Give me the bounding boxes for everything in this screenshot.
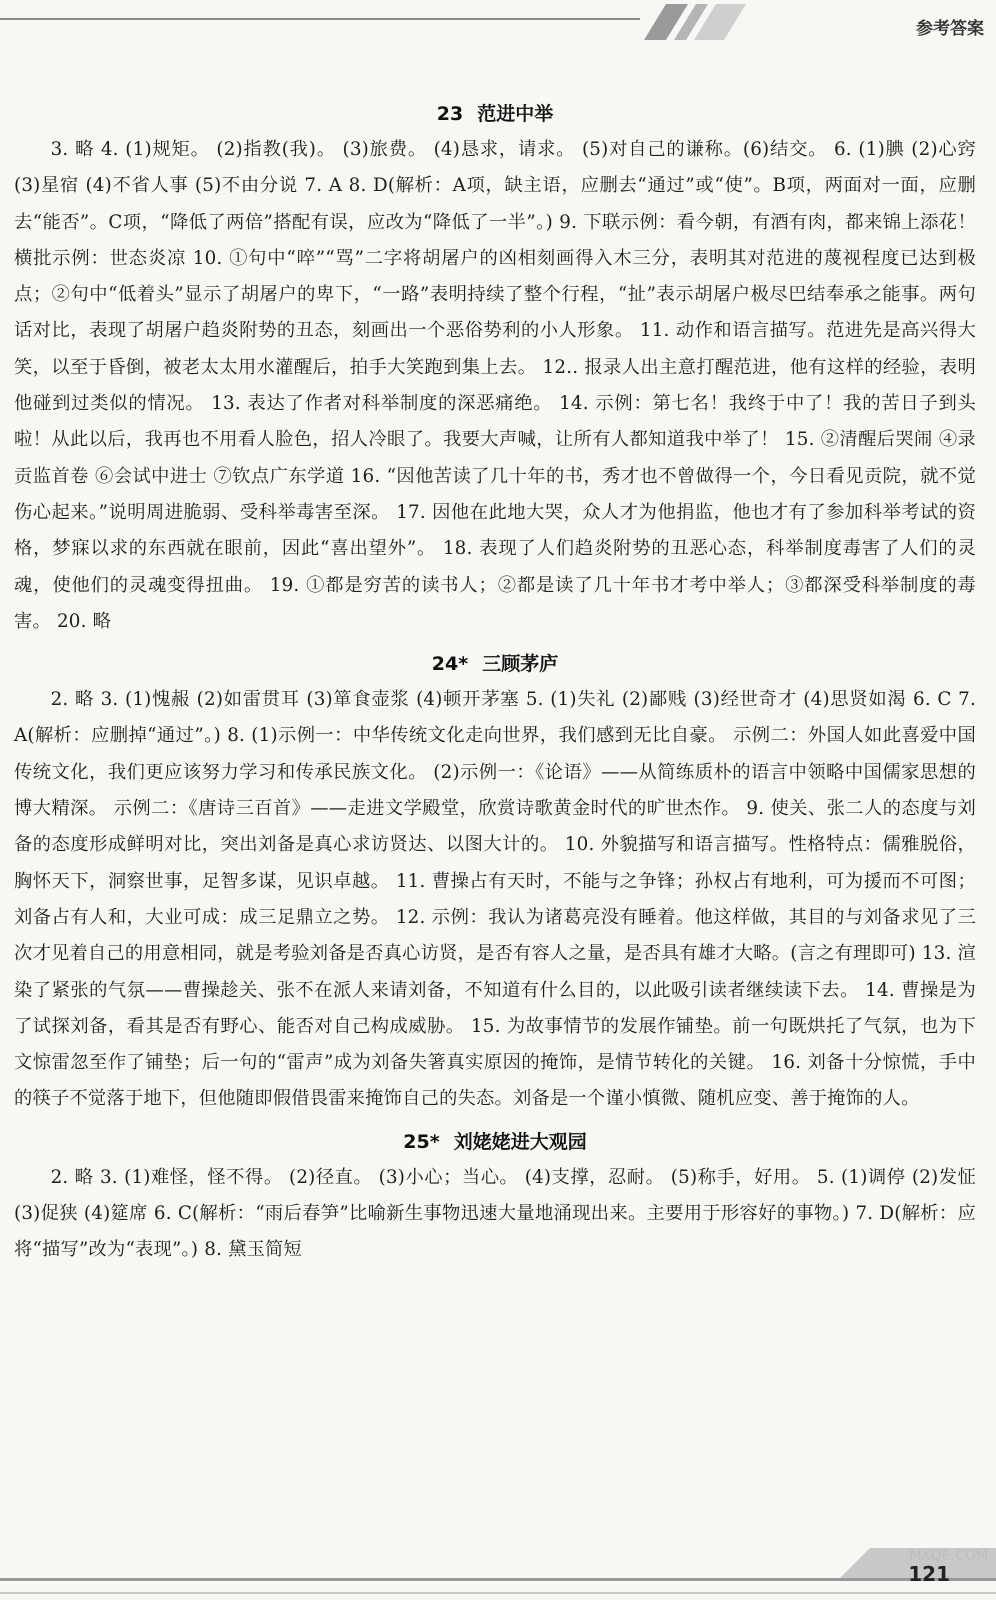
section-number: 25*: [403, 1130, 440, 1153]
section-answers: 2. 略 3. (1)愧赧 (2)如雷贯耳 (3)箪食壶浆 (4)顿开茅塞 5. (1)失礼 (2)鄙贱 (3)经世奇才 (4)思贤如渴 6. C 7. A(解析：应删掉“通过”。) 8. (1)示例一：中华传统文化走向世界，我们感到无比自豪。 示例二：外国人如此喜爱中国传统文化，我们更应该努力学习和传承民族文化。 (2)示例一：《论语》——从简练质朴的语言中领略中国儒家思想的博大精深。 示例二：《唐诗三百首》——走进文学殿堂，欣赏诗歌黄金时代的旷世杰作。 9. 使关、张二人的态度与刘备的态度形成鲜明对比，突出刘备是真心求访贤达、以图大计的。 10. 外貌描写和语言描写。性格特点：儒雅脱俗，胸怀天下，洞察世事，足智多谋，见识卓越。 11. 曹操占有天时，不能与之争锋；孙权占有地利，可为援而不可图；刘备占有人和，大业可成：成三足鼎立之势。 12. 示例：我认为诸葛亮没有睡着。他这样做，其目的与刘备求见了三次才见着自己的用意相同，就是考验刘备是否真心访贤，是否有容人之量，是否具有雄才大略。(言之有理即可) 13. 渲染了紧张的气氛——曹操趁关、张不在派人来请刘备，不知道有什么目的，以此吸引读者继续读下去。 14. 曹操是为了试探刘备，看其是否有野心、能否对自己构成威胁。 15. 为故事情节的发展作铺垫。前一句既烘托了气氛，也为下文惊雷忽至作了铺垫；后一句的“雷声”成为刘备失箸真实原因的掩饰，是情节转化的关键。 16. 刘备十分惊慌，手中的筷子不觉落于地下，但他随即假借畏雷来掩饰自己的失态。刘备是一个谨小慎微、随机应变、善于掩饰的人。: [14, 689, 976, 1110]
header-stripe-decoration: [636, 4, 746, 40]
section-title: [14, 1124, 976, 1160]
page-header: [0, 0, 996, 50]
watermark-text: MXQE.COM: [909, 1548, 988, 1564]
section-title: [14, 96, 976, 132]
section-title-text: 刘姥姥进大观园: [453, 1130, 587, 1153]
section-title-text: 三顾茅庐: [482, 653, 559, 676]
section-title-text: 范进中举: [477, 103, 554, 125]
header-label: 参考答案: [916, 19, 984, 39]
page-number: 121: [908, 1562, 950, 1586]
section-number: 24*: [431, 653, 469, 676]
answer-content: [14, 96, 976, 1269]
section-answers: 3. 略 4. (1)规矩。 (2)指教(我)。 (3)旅费。 (4)恳求，请求。 (5)对自己的谦称。(6)结交。 6. (1)腆 (2)心窍 (3)星宿 (4)不省人事 (5)不由分说 7. A 8. D(解析：A项，缺主语，应删去“通过”或“使”。B项，两面对一面，应删去“能否”。C项，“降低了两倍”搭配有误，应改为“降低了一半”。) 9. 下联示例：看今朝，有酒有肉，都来锦上添花！ 横批示例：世态炎凉 10. ①句中“啐”“骂”二字将胡屠户的凶相刻画得入木三分，表明其对范进的蔑视程度已达到极点；②句中“低着头”显示了胡屠户的卑下，“一路”表明持续了整个行程，“扯”表示胡屠户极尽巴结奉承之能事。两句话对比，表现了胡屠户趋炎附势的丑态，刻画出一个恶俗势利的小人形象。 11. 动作和语言描写。范进先是高兴得大笑，以至于昏倒，被老太太用水灌醒后，拍手大笑跑到集上去。 12.. 报录人出主意打醒范进，他有这样的经验，表明他碰到过类似的情况。 13. 表达了作者对科举制度的深恶痛绝。 14. 示例：第七名！我终于中了！我的苦日子到头啦！从此以后，我再也不用看人脸色，招人冷眼了。我要大声喊，让所有人都知道我中举了！ 15. ②清醒后哭闹 ④录贡监首卷 ⑥会试中进士 ⑦钦点广东学道 16. “因他苦读了几十年的书，秀才也不曾做得一个，今日看见贡院，就不觉伤心起来。”说明周进脆弱、受科举毒害至深。 17. 因他在此地大哭，众人才为他捐监，他也才有了参加科举考试的资格，梦寐以求的东西就在眼前，因此“喜出望外”。 18. 表现了人们趋炎附势的丑恶心态，科举制度毒害了人们的灵魂，使他们的灵魂变得扭曲。 19. ①都是穷苦的读书人；②都是读了几十年书才考中举人；③都深受科举制度的毒害。 20. 略: [14, 139, 976, 632]
footer-decoration: [0, 1548, 996, 1600]
section-number: 23: [436, 103, 464, 125]
section-title: [14, 646, 976, 682]
section-answers: 2. 略 3. (1)难怪，怪不得。 (2)径直。 (3)小心；当心。 (4)支撑，忍耐。 (5)称手，好用。 5. (1)调停 (2)发怔 (3)促狭 (4)筵席 6. C(解析：“雨后春笋”比喻新生事物迅速大量地涌现出来。主要用于形容好的事物。) 7. D(解析：应将“描写”改为“表现”。) 8. 黛玉简短: [14, 1166, 976, 1261]
header-rule: [0, 18, 640, 20]
